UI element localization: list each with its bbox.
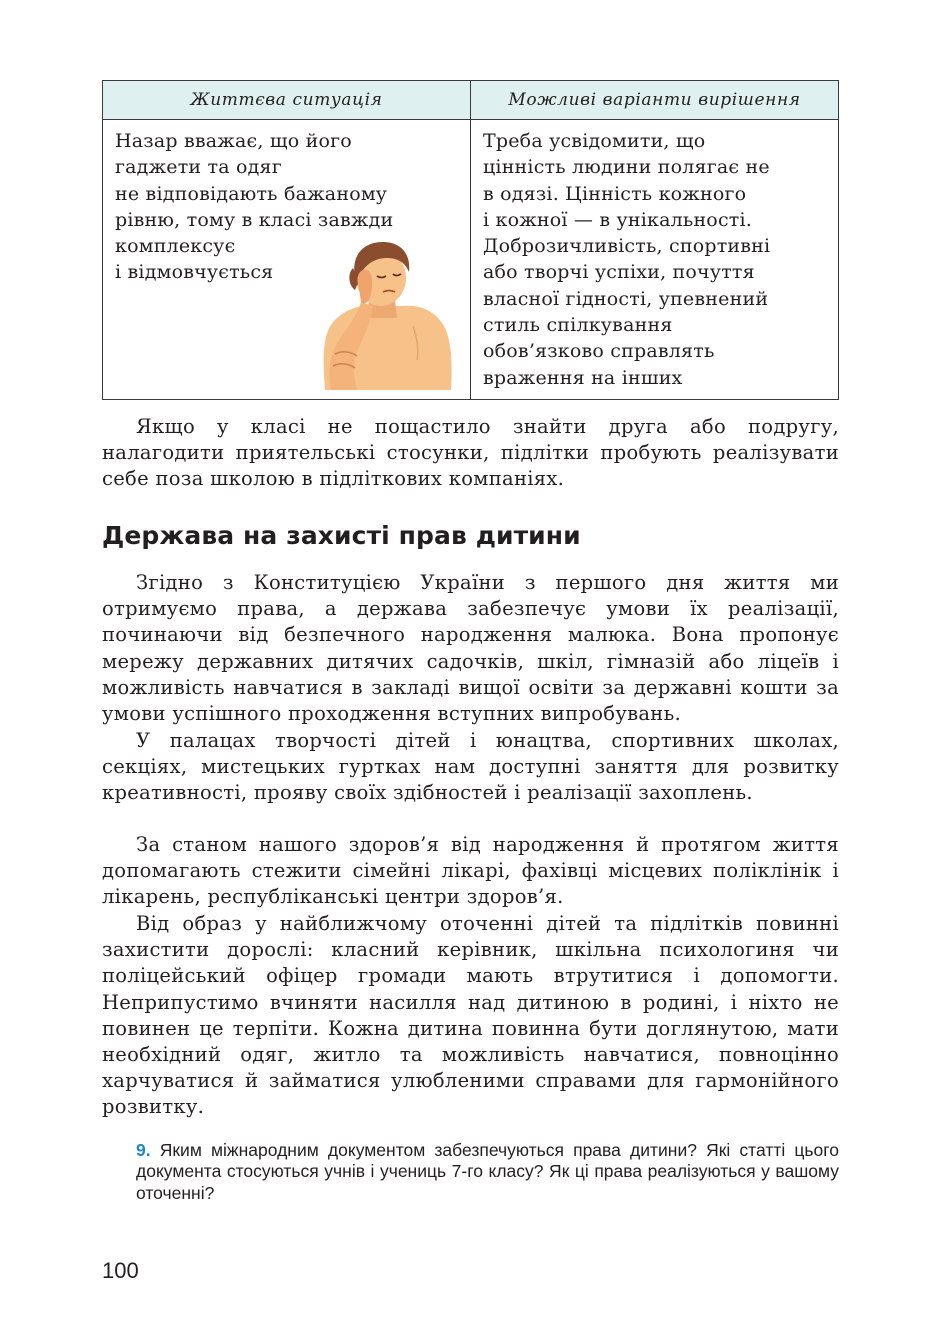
situation-cell xyxy=(103,120,471,400)
thinking-boy-icon xyxy=(317,242,455,390)
paragraph-protection xyxy=(102,911,839,1121)
paragraph-creativity xyxy=(102,728,839,807)
situation-table xyxy=(102,80,839,400)
table-header-situation: Життєва ситуація xyxy=(103,81,471,120)
question-number: 9. xyxy=(136,1140,151,1160)
solution-text: Треба усвідомити, що цінність людини полягає не в одязі. Цінність кожного і кожної — в унікальності. Доброзичливість, спортивні або творчі успіхи, почуття власної гідності, упевнений стиль спілкування обов’язково справлять враження на інших xyxy=(483,130,771,389)
section-heading: Держава на захисті прав дитини xyxy=(102,521,581,550)
paragraph-text: За станом нашого здоров’я від народження й протягом життя допомагають стежити сімейні лікарі, фахівці місцевих поліклінік і лікарень, республіканські центри здоров’я. xyxy=(102,833,839,909)
page-number: 100 xyxy=(102,1258,139,1283)
table-header-solutions: Можливі варіанти вирішення xyxy=(471,81,839,120)
intro-paragraph xyxy=(102,414,839,493)
paragraph-health xyxy=(102,832,839,911)
paragraph-text: Від образ у найближчому оточенні дітей та підлітків повинні захистити дорослі: класний керівник, шкільна психологиня чи поліцейський офіцер громади мають втрутитися і допомогти. Неприпустимо вчиняти насилля над дитиною в родині, і ніхто не повинен це терпіти. Кожна дитина повинна бути доглянутою, мати необхідний одяг, житло та можливість навчатися, повноцінно харчуватися й займатися улюбленими справами для гармонійного розвитку. xyxy=(102,912,839,1119)
solution-cell xyxy=(471,120,839,400)
paragraph-constitution xyxy=(102,570,839,727)
paragraph-text: Згідно з Конституцією України з першого дня життя ми отримуємо права, а держава забезпечує умови їх реалізації, починаючи від безпечного народження малюка. Вона пропонує мережу державних дитячих садочків, шкіл, гімназій або ліцеїв і можливість навчатися в закладі вищої освіти за державні кошти за умови успішного проходження вступних випробувань. xyxy=(102,571,839,726)
question-text: Яким міжнародним документом забезпечуються права дитини? Які статті цього документа стосуються учнів і учениць 7-го класу? Як ці права реалізуються у вашому оточенні? xyxy=(136,1140,839,1203)
intro-paragraph-text: Якщо у класі не пощастило знайти друга або подругу, налагодити приятельські стосунки, підлітки пробують реалізувати себе поза школою в підліткових компаніях. xyxy=(102,415,839,491)
situation-text: Назар вважає, що його гаджети та одяг не відповідають бажаному рівню, тому в класі завжди комплексує і відмовчується xyxy=(115,130,394,284)
paragraph-text: У палацах творчості дітей і юнацтва, спортивних школах, секціях, мистецьких гуртках нам доступні заняття для розвитку креативності, прояву своїх здібностей і реалізації захоплень. xyxy=(102,729,839,805)
question-9 xyxy=(136,1140,839,1204)
